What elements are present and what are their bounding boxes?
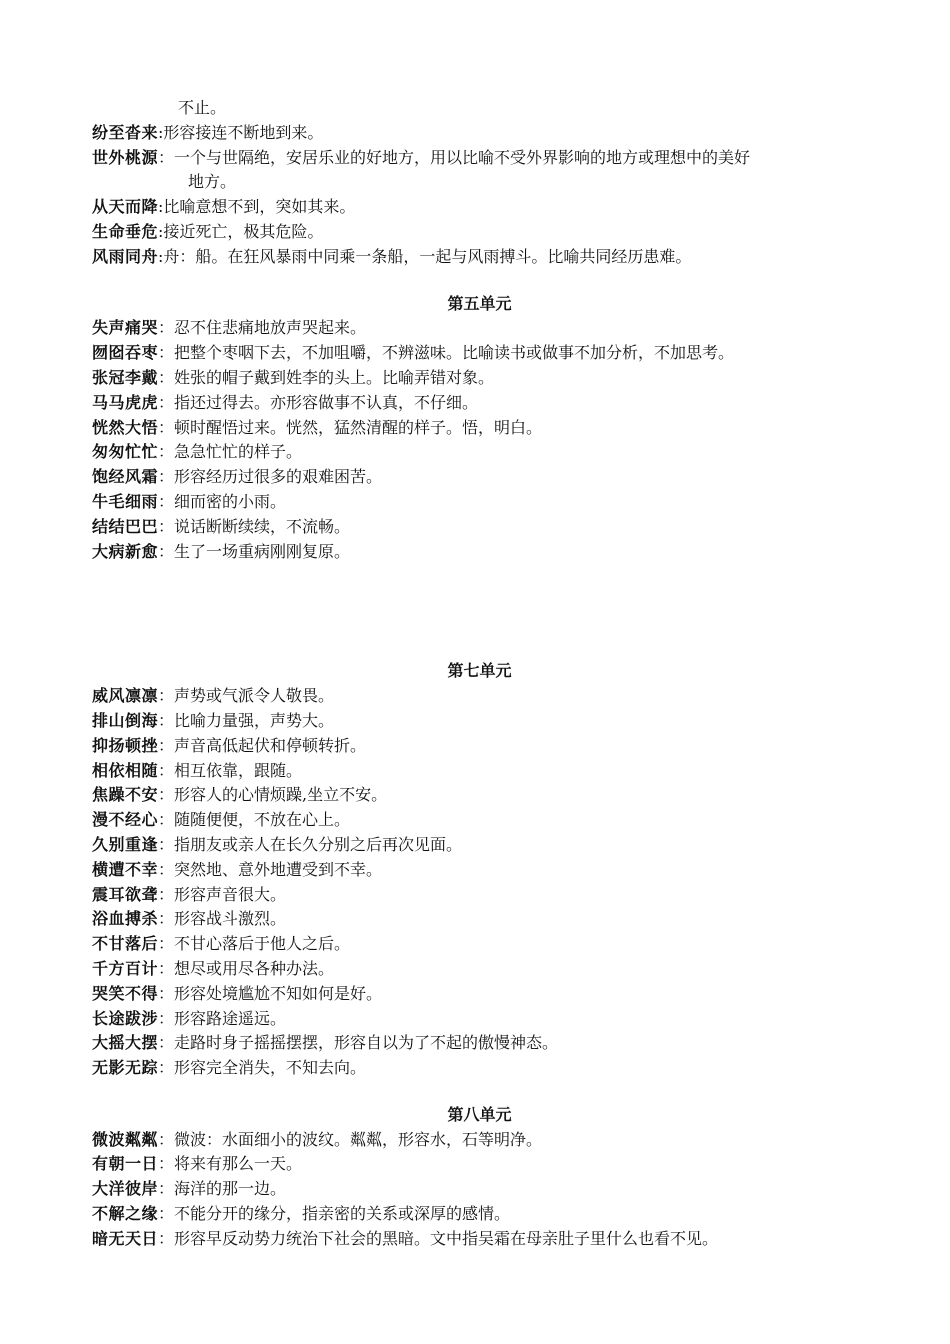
idiom-colon: ： [158, 909, 175, 929]
idiom-line [92, 783, 867, 808]
idiom-line [92, 1056, 867, 1081]
idiom-colon: ： [158, 1129, 175, 1149]
idiom-entry [92, 465, 867, 490]
idiom-entry [92, 195, 867, 220]
idiom-term: 长途跋涉 [92, 1008, 159, 1028]
idiom-definition: 姓张的帽子戴到姓李的头上。比喻弄错对象。 [174, 367, 495, 387]
section-heading: 第五单元 [447, 293, 512, 313]
idiom-colon: ： [158, 147, 175, 167]
idiom-colon: ： [158, 541, 175, 561]
idiom-definition: 海洋的那一边。 [174, 1179, 287, 1199]
idiom-entry [92, 709, 867, 734]
idiom-definition: 走路时身子摇摇摆摆，形容自以为了不起的傲慢神态。 [174, 1033, 559, 1053]
idiom-colon: ： [158, 934, 175, 954]
idiom-term: 从天而降 [92, 197, 159, 217]
idiom-line [92, 316, 867, 341]
idiom-entry [92, 759, 867, 784]
section-heading: 第八单元 [447, 1104, 512, 1124]
idiom-term: 久别重逢 [92, 834, 159, 854]
idiom-term: 暗无天日 [92, 1228, 159, 1248]
idiom-definition: 接近死亡，极其危险。 [163, 221, 324, 241]
idiom-colon: ： [158, 467, 175, 487]
idiom-definition: 指朋友或亲人在长久分别之后再次见面。 [174, 834, 463, 854]
idiom-definition: 相互依靠，跟随。 [174, 760, 303, 780]
idiom-line [92, 146, 867, 171]
idiom-entry [92, 957, 867, 982]
idiom-term: 横遭不幸 [92, 859, 159, 879]
idiom-line [92, 220, 867, 245]
idiom-term: 不解之缘 [92, 1204, 159, 1224]
idiom-term: 微波粼粼 [92, 1129, 159, 1149]
idiom-colon: ： [158, 710, 175, 730]
idiom-definition: 比喻意想不到，突如其来。 [163, 197, 356, 217]
idiom-line [92, 341, 867, 366]
idiom-term: 抑扬顿挫 [92, 735, 159, 755]
idiom-definition: 一个与世隔绝，安居乐业的好地方，用以比喻不受外界影响的地方或理想中的美好 [174, 147, 751, 167]
idiom-term: 威风凛凛 [92, 686, 159, 706]
idiom-definition: 舟：船。在狂风暴雨中同乘一条船，一起与风雨搏斗。比喻共同经历患难。 [163, 246, 692, 266]
idiom-definition: 形容声音很大。 [174, 884, 287, 904]
idiom-line [92, 858, 867, 883]
idiom-definition: 微波：水面细小的波纹。粼粼，形容水，石等明净。 [174, 1129, 543, 1149]
idiom-colon: : [158, 197, 164, 217]
idiom-entry [92, 490, 867, 515]
idiom-line [92, 515, 867, 540]
idiom-entry [92, 684, 867, 709]
section-heading: 第七单元 [447, 661, 512, 681]
idiom-term: 焦躁不安 [92, 785, 159, 805]
idiom-colon: ： [158, 735, 175, 755]
idiom-term: 大病新愈 [92, 541, 159, 561]
idiom-definition: 指还过得去。亦形容做事不认真，不仔细。 [174, 392, 479, 412]
idiom-entry [92, 540, 867, 565]
idiom-colon: ： [158, 1179, 175, 1199]
idiom-entry [92, 858, 867, 883]
idiom-term: 漫不经心 [92, 810, 159, 830]
idiom-term: 排山倒海 [92, 710, 159, 730]
idiom-term: 纷至沓来 [92, 122, 159, 142]
top-entry-list [92, 121, 867, 270]
idiom-colon: ： [158, 983, 175, 1003]
idiom-definition: 生了一场重病刚刚复原。 [174, 541, 351, 561]
idiom-line [92, 932, 867, 957]
idiom-colon: ： [158, 318, 175, 338]
idiom-entry [92, 808, 867, 833]
idiom-term: 囫囵吞枣 [92, 343, 159, 363]
idiom-term: 结结巴巴 [92, 516, 159, 536]
idiom-definition: 声音高低起伏和停顿转折。 [174, 735, 367, 755]
idiom-entry [92, 146, 867, 196]
idiom-entry [92, 1177, 867, 1202]
idiom-line [92, 808, 867, 833]
idiom-definition: 不能分开的缘分，指亲密的关系或深厚的感情。 [174, 1204, 511, 1224]
idiom-line [92, 684, 867, 709]
idiom-entry [92, 391, 867, 416]
idiom-line [92, 391, 867, 416]
blank-space [92, 564, 867, 637]
idiom-line [92, 416, 867, 441]
idiom-entry [92, 341, 867, 366]
idiom-colon: ： [158, 785, 175, 805]
idiom-line [92, 490, 867, 515]
idiom-entry [92, 1056, 867, 1081]
idiom-colon: : [158, 221, 164, 241]
idiom-entry [92, 932, 867, 957]
idiom-entry [92, 316, 867, 341]
section-list [92, 292, 867, 1252]
idiom-colon: ： [158, 1204, 175, 1224]
idiom-line [92, 957, 867, 982]
idiom-term: 生命垂危 [92, 221, 159, 241]
idiom-line [92, 540, 867, 565]
idiom-definition: 急急忙忙的样子。 [174, 442, 303, 462]
idiom-definition: 形容完全消失，不知去向。 [174, 1058, 367, 1078]
idiom-entry [92, 734, 867, 759]
idiom-entry [92, 883, 867, 908]
unit-section [92, 1103, 867, 1252]
idiom-term: 牛毛细雨 [92, 491, 159, 511]
idiom-entry [92, 220, 867, 245]
idiom-line [92, 907, 867, 932]
idiom-line [92, 709, 867, 734]
idiom-line [92, 440, 867, 465]
idiom-colon: ： [158, 1058, 175, 1078]
idiom-entry [92, 833, 867, 858]
idiom-entry [92, 1202, 867, 1227]
idiom-definition: 不甘心落后于他人之后。 [174, 934, 351, 954]
idiom-definition: 突然地、意外地遭受到不幸。 [174, 859, 383, 879]
idiom-line [92, 245, 867, 270]
idiom-term: 无影无踪 [92, 1058, 159, 1078]
idiom-definition: 形容路途遥远。 [174, 1008, 287, 1028]
idiom-definition: 形容人的心情烦躁,坐立不安。 [174, 785, 388, 805]
idiom-entry [92, 982, 867, 1007]
idiom-line [92, 734, 867, 759]
idiom-colon: ： [158, 859, 175, 879]
idiom-colon: ： [158, 417, 175, 437]
idiom-entry [92, 783, 867, 808]
idiom-term: 千方百计 [92, 958, 159, 978]
idiom-colon: ： [158, 958, 175, 978]
unit-section [92, 659, 867, 1081]
idiom-term: 张冠李戴 [92, 367, 159, 387]
idiom-term: 匆匆忙忙 [92, 442, 159, 462]
idiom-colon: ： [158, 1033, 175, 1053]
idiom-definition: 形容接连不断地到来。 [163, 122, 324, 142]
idiom-term: 恍然大悟 [92, 417, 159, 437]
idiom-entry [92, 1152, 867, 1177]
idiom-entry [92, 515, 867, 540]
idiom-definition: 忍不住悲痛地放声哭起来。 [174, 318, 367, 338]
idiom-entry [92, 440, 867, 465]
idiom-definition: 声势或气派令人敬畏。 [174, 686, 335, 706]
idiom-line [92, 1128, 867, 1153]
idiom-definition: 将来有那么一天。 [174, 1154, 303, 1174]
idiom-colon: ： [158, 810, 175, 830]
idiom-term: 有朝一日 [92, 1154, 159, 1174]
idiom-entry [92, 1007, 867, 1032]
idiom-term: 饱经风霜 [92, 467, 159, 487]
idiom-line [92, 1202, 867, 1227]
idiom-definition: 顿时醒悟过来。恍然，猛然清醒的样子。悟，明白。 [174, 417, 543, 437]
idiom-line [92, 883, 867, 908]
idiom-entry [92, 1128, 867, 1153]
idiom-colon: ： [158, 516, 175, 536]
idiom-line [92, 1007, 867, 1032]
idiom-colon: ： [158, 760, 175, 780]
idiom-line [92, 366, 867, 391]
idiom-line [92, 1177, 867, 1202]
continuation-text: 不止。 [178, 98, 227, 117]
idiom-term: 风雨同舟 [92, 246, 159, 266]
idiom-term: 世外桃源 [92, 147, 159, 167]
continuation-line [92, 96, 867, 121]
idiom-colon: : [158, 122, 164, 142]
idiom-term: 哭笑不得 [92, 983, 159, 1003]
idiom-definition: 形容早反动势力统治下社会的黑暗。文中指吴霜在母亲肚子里什么也看不见。 [174, 1228, 719, 1248]
idiom-line [92, 982, 867, 1007]
idiom-colon: ： [158, 884, 175, 904]
idiom-entry [92, 366, 867, 391]
idiom-line [92, 1152, 867, 1177]
idiom-line [92, 465, 867, 490]
idiom-colon: ： [158, 392, 175, 412]
idiom-line [92, 759, 867, 784]
idiom-definition: 形容战斗激烈。 [174, 909, 287, 929]
idiom-entry [92, 245, 867, 270]
idiom-definition: 比喻力量强，声势大。 [174, 710, 335, 730]
idiom-definition: 细而密的小雨。 [174, 491, 287, 511]
idiom-colon: ： [158, 1154, 175, 1174]
idiom-definition: 说话断断续续，不流畅。 [174, 516, 351, 536]
idiom-colon: ： [158, 442, 175, 462]
definition-continuation-line [92, 170, 867, 195]
idiom-colon: ： [158, 343, 175, 363]
idiom-colon: ： [158, 1228, 175, 1248]
idiom-term: 马马虎虎 [92, 392, 159, 412]
idiom-colon: ： [158, 834, 175, 854]
idiom-term: 相依相随 [92, 760, 159, 780]
idiom-definition: 形容处境尴尬不知如何是好。 [174, 983, 383, 1003]
idiom-line [92, 195, 867, 220]
idiom-entry [92, 907, 867, 932]
idiom-term: 不甘落后 [92, 934, 159, 954]
definition-continuation: 地方。 [188, 172, 237, 192]
idiom-line [92, 833, 867, 858]
idiom-term: 震耳欲聋 [92, 884, 159, 904]
idiom-colon: ： [158, 1008, 175, 1028]
idiom-colon: ： [158, 686, 175, 706]
idiom-entry [92, 121, 867, 146]
document-page [92, 96, 867, 1252]
idiom-entry [92, 416, 867, 441]
idiom-term: 大摇大摆 [92, 1033, 159, 1053]
idiom-term: 浴血搏杀 [92, 909, 159, 929]
idiom-term: 失声痛哭 [92, 318, 159, 338]
idiom-colon: : [158, 246, 164, 266]
idiom-definition: 随随便便，不放在心上。 [174, 810, 351, 830]
idiom-line [92, 121, 867, 146]
unit-section [92, 292, 867, 565]
idiom-entry [92, 1031, 867, 1056]
idiom-entry [92, 1227, 867, 1252]
idiom-line [92, 1031, 867, 1056]
idiom-term: 大洋彼岸 [92, 1179, 159, 1199]
idiom-line [92, 1227, 867, 1252]
idiom-definition: 把整个枣咽下去，不加咀嚼，不辨滋味。比喻读书或做事不加分析，不加思考。 [174, 343, 735, 363]
idiom-colon: ： [158, 491, 175, 511]
idiom-definition: 形容经历过很多的艰难困苦。 [174, 467, 383, 487]
idiom-colon: ： [158, 367, 175, 387]
idiom-definition: 想尽或用尽各种办法。 [174, 958, 335, 978]
